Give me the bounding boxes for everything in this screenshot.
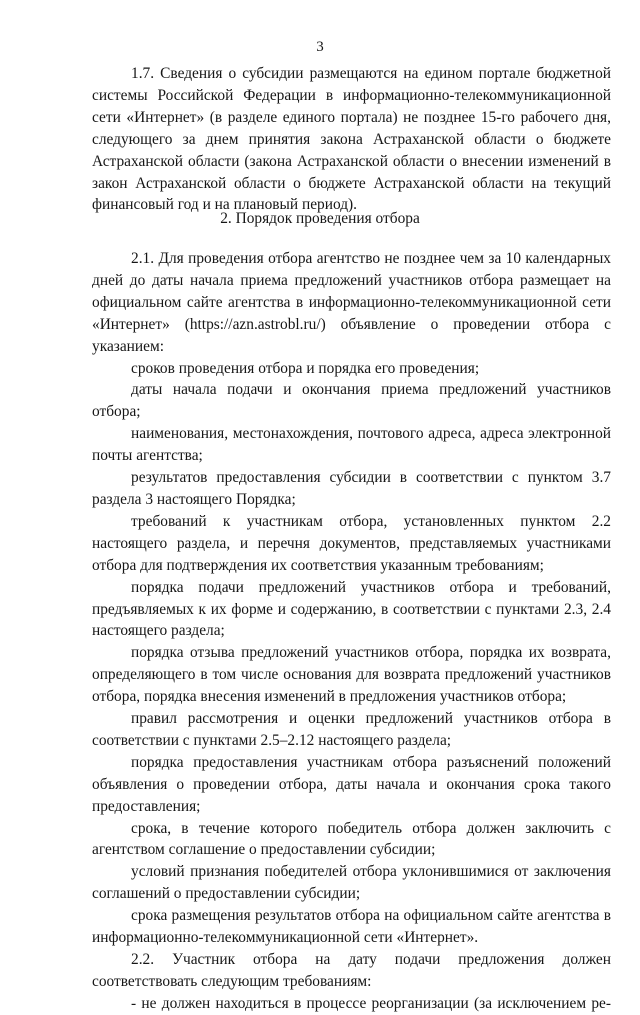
paragraph-1-7: 1.7. Сведения о субсидии размещаются на едином портале бюджетной системы Российской Федерации в информационно-телекоммуникационной сети «Интернет» (в разделе единого портала) не позднее 15-го рабочего дня, следующего за днем принятия закона Астраханской области о бюджете Астраханской области (закона Астраханской области о внесении изменений в закон Астраханской области о бюджете Астраханской области на текущий финансовый год и на плановый период). <box>92 65 611 214</box>
list-item: сроков проведения отбора и порядка его проведения; <box>131 359 480 377</box>
list-item: порядка предоставления участникам отбора разъяснений положений объявления о проведении отбора, даты начала и окончания срока такого предоставления; <box>92 753 611 815</box>
list-item: результатов предоставления субсидии в соответствии с пунктом 3.7 раздела 3 настоящего Порядка; <box>92 469 611 508</box>
list-item: даты начала подачи и окончания приема предложений участников отбора; <box>92 381 611 421</box>
paragraph-2-2: 2.2. Участник отбора на дату подачи предложения должен соответствовать следующим требованиям: <box>92 951 611 990</box>
list-item: срока, в течение которого победитель отбора должен заключить с агентством соглашение о предоставлении субсидии; <box>92 819 611 859</box>
page-number: 3 <box>316 39 324 55</box>
list-item: наименования, местонахождения, почтового адреса, адреса электронной почты агентства; <box>92 425 611 465</box>
list-item: порядка отзыва предложений участников отбора, порядка их возврата, определяющего в том числе основания для возврата предложений участников отбора, порядка внесения изменений в предложения участников отбора; <box>92 644 611 706</box>
list-item: правил рассмотрения и оценки предложений участников отбора в соответствии с пунктами 2.5–2.12 настоящего раздела; <box>92 710 611 749</box>
list-item: срока размещения результатов отбора на официальном сайте агентства в информационно-телекоммуникационной сети «Интернет». <box>92 907 611 947</box>
list-item: условий признания победителей отбора уклонившимися от заключения соглашений о предоставлении субсидии; <box>92 863 611 903</box>
paragraph-2-2-item-1: - не должен находиться в процессе реорганизации (за исключением ре- <box>131 994 611 1012</box>
list-item: порядка подачи предложений участников отбора и требований, предъявляемых к их форме и содержанию, в соответствии с пунктами 2.3, 2.4 настоящего раздела; <box>92 578 611 640</box>
paragraph-2-1: 2.1. Для проведения отбора агентство не позднее чем за 10 календарных дней до даты начала приема предложений участников отбора размещает на официальном сайте агентства в информационно-телекоммуникационной сети «Интернет» (https://azn.astrobl.ru/) объявление о проведении отбора с указанием: <box>92 250 611 355</box>
section-2-body <box>92 248 611 1015</box>
section-1-block <box>92 63 611 216</box>
section-2-heading: 2. Порядок проведения отбора <box>220 210 420 227</box>
list-item: требований к участникам отбора, установленных пунктом 2.2 настоящего раздела, и перечня документов, представляемых участниками отбора для подтверждения их соответствия указанным требованиям; <box>92 512 611 574</box>
